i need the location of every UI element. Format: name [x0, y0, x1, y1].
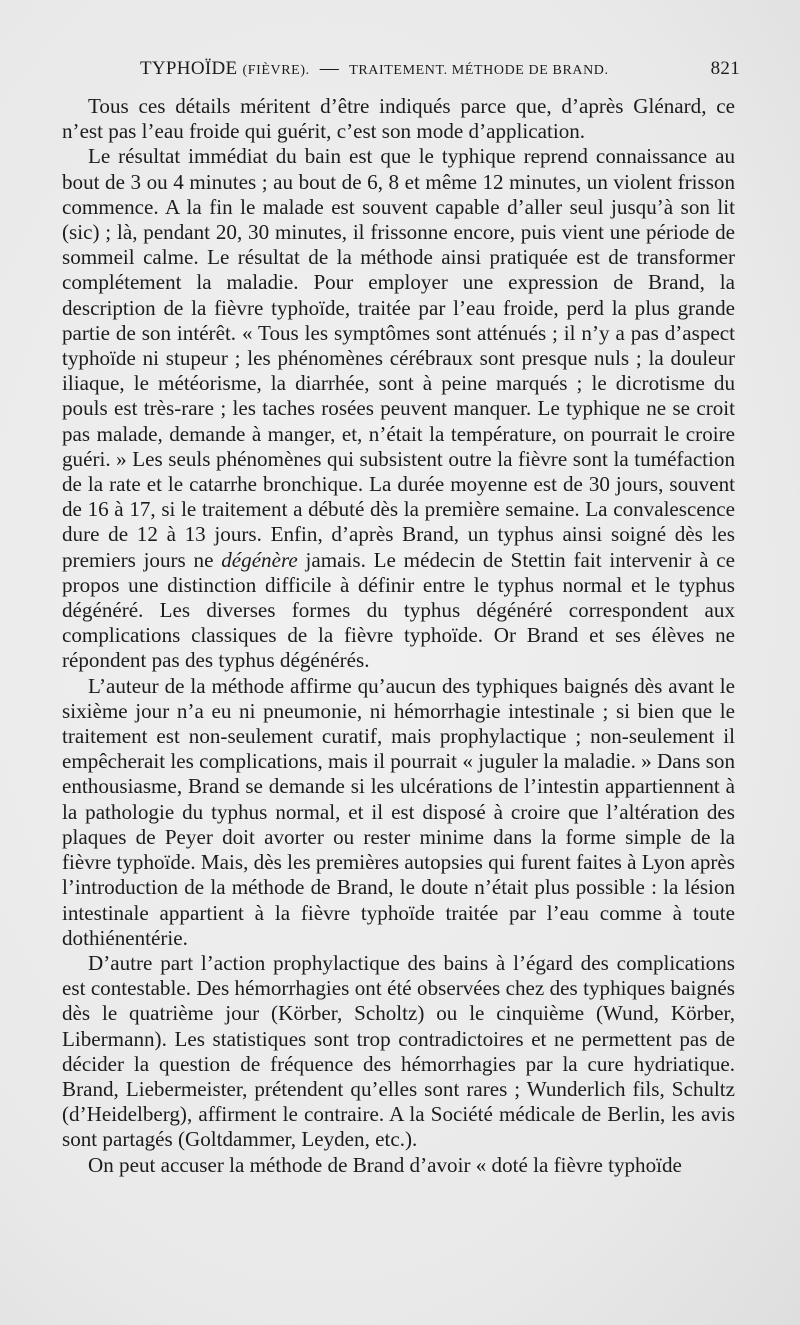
body-text — [62, 94, 735, 1178]
header-dash: — — [319, 58, 340, 79]
paragraph-2 — [62, 144, 735, 673]
header-title-paren: (FIÈVRE). — [242, 63, 310, 78]
paragraph-1-text: Tous ces détails méritent d’être indiqués parce que, d’après Glénard, ce n’est pas l’eau froide qui guérit, c’est son mode d’application. — [62, 94, 735, 144]
header-title-main: TYPHOÏDE — [140, 58, 238, 79]
paragraph-3 — [62, 674, 735, 951]
paragraph-4 — [62, 951, 735, 1153]
paragraph-2-text-after: jamais. Le médecin de Stettin fait intervenir à ce propos une distinction difficile à définir entre le typhus normal et le typhus dégénéré. Les diverses formes du typhus dégénéré correspondent aux complications classiques de la fièvre typhoïde. Or Brand et ses élèves ne répondent pas des typhus dégénérés. — [62, 547, 735, 673]
paragraph-3-text: L’auteur de la méthode affirme qu’aucun des typhiques baignés dès avant le sixième jour n’a eu ni pneumonie, ni hémorrhagie intestinale ; si bien que le traitement est non-seulement curatif, mais prophylactique ; non-seulement il empêcherait les complications, mais il pourrait « juguler la maladie. » Dans son enthousiasme, Brand se demande si les ulcérations de l’intestin appartiennent à la pathologie du typhus normal, et il est disposé à croire que l’altération des plaques de Peyer doit avorter ou rester minime dans la forme simple de la fièvre typhoïde. Mais, dès les premières autopsies qui furent faites à Lyon après l’introduction de la méthode de Brand, le doute n’était plus possible : la lésion intestinale appartient à la fièvre typhoïde traitée par l’eau comme à toute dothiénentérie. — [62, 673, 735, 950]
paragraph-2-text: Le résultat immédiat du bain est que le typhique reprend connaissance au bout de 3 ou 4 minutes ; au bout de 6, 8 et même 12 minutes, un violent frisson commence. A la fin le malade est souvent capable d’aller seul jusqu’à son lit (sic) ; là, pendant 20, 30 minutes, il frissonne encore, puis vient une période de sommeil calme. Le résultat de la méthode ainsi pratiquée est de transformer complétement la maladie. Pour employer une expression de Brand, la description de la fièvre typhoïde, traitée par l’eau froide, perd la plus grande partie de son intérêt. « Tous les symptômes sont atténués ; il n’y a pas d’aspect typhoïde ni stupeur ; les phénomènes cérébraux sont presque nuls ; la douleur iliaque, le météorisme, la diarrhée, sont à peine marqués ; le dicrotisme du pouls est très-rare ; les taches rosées peuvent manquer. Le typhique ne se croit pas malade, demande à manger, et, n’était la température, on pourrait le croire guéri. » Les seuls phénomènes qui subsistent outre la fièvre sont la tuméfaction de la rate et le catarrhe bronchique. La durée moyenne est de 30 jours, souvent de 16 à 17, si le traitement a débuté dès la première semaine. La convalescence dure de 12 à 13 jours. Enfin, d’après Brand, un typhus ainsi soigné dès les premiers jours ne — [62, 144, 735, 572]
paragraph-5 — [62, 1153, 735, 1178]
header-section: TRAITEMENT. MÉTHODE DE BRAND. — [349, 63, 609, 78]
page-number: 821 — [710, 58, 740, 79]
paragraph-4-text: D’autre part l’action prophylactique des bains à l’égard des complications est contestable. Des hémorrhagies ont été observées chez des typhiques baignés dès le quatrième jour (Körber, Scholtz) ou le cinquième (Wund, Körber, Libermann). Les statistiques sont trop contradictoires et ne permettent pas de décider la question de fréquence des hémorrhagies par la cure hydriatique. Brand, Liebermeister, prétendent qu’elles sont rares ; Wunderlich fils, Schultz (d’Heidelberg), affirment le contraire. A la Société médicale de Berlin, les avis sont partagés (Goltdammer, Leyden, etc.). — [62, 950, 735, 1152]
paragraph-5-text: On peut accuser la méthode de Brand d’avoir « doté la fièvre typhoïde — [88, 1152, 682, 1177]
running-header — [140, 58, 740, 88]
paragraph-1 — [62, 94, 735, 144]
emphasis-degenere: dégénère — [221, 547, 298, 572]
header-title — [140, 58, 609, 80]
